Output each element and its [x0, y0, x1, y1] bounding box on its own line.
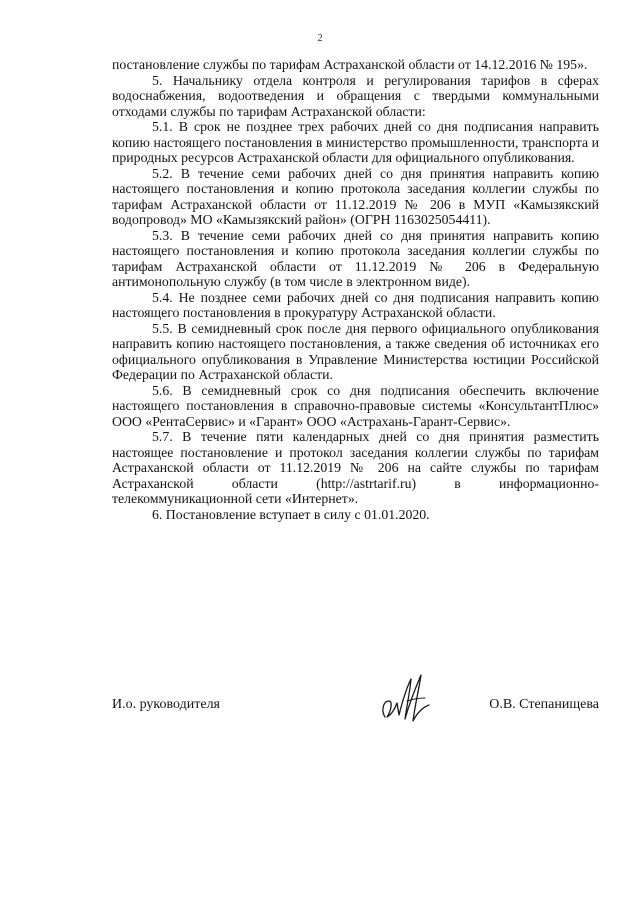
paragraph-5-6: 5.6. В семидневный срок со дня подписания обеспечить включение настоящего постановления в справочно-правовые системы «КонсультантПлюс» ООО «РентаСервис» и «Гарант» ООО «Астрахань-Гарант-Сервис». — [112, 382, 599, 429]
paragraph-5-1: 5.1. В срок не позднее трех рабочих дней со дня подписания направить копию настоящего постановления в министерство промышленности, транспорта и природных ресурсов Астраханской области для официального опубликования. — [112, 119, 599, 165]
paragraph-5-2: 5.2. В течение семи рабочих дней со дня принятия направить копию настоящего постановления и копию протокола заседания коллегии службы по тарифам Астраханской области от 11.12.2019 № 206 в МУП «Камызякский водопровод» МО «Камызякский район» (ОГРН 1163025054411). — [112, 165, 599, 227]
paragraph-6: 6. Постановление вступает в силу с 01.01.2020. — [152, 506, 430, 522]
document-body — [112, 57, 599, 522]
paragraph-5-5: 5.5. В семидневный срок после дня первого официального опубликования направить копию настоящего постановления, а также сведения об источниках его официального опубликования в Управление Министерства юстиции Российской Федерации по Астраханской области. — [112, 320, 599, 382]
signer-title: И.о. руководителя — [112, 697, 221, 712]
paragraph-5: 5. Начальнику отдела контроля и регулирования тарифов в сферах водоснабжения, водоотведения и обращения с твердыми коммунальными отходами службы по тарифам Астраханской области: — [112, 72, 599, 119]
page-number: 2 — [317, 32, 323, 44]
signer-name: О.В. Степанищева — [489, 697, 599, 712]
paragraph-5-4: 5.4. Не позднее семи рабочих дней со дня подписания направить копию настоящего постановления в прокуратуру Астраханской области. — [112, 289, 599, 320]
paragraph-5-3: 5.3. В течение семи рабочих дней со дня принятия направить копию настоящего постановления и копию протокола заседания коллегии службы по тарифам Астраханской области от 11.12.2019 № 206 в Федеральную антимонопольную службу (в том числе в электронном виде). — [112, 227, 599, 289]
handwritten-signature — [377, 671, 437, 729]
signature-block — [112, 697, 599, 727]
paragraph-continuation: постановление службы по тарифам Астраханской области от 14.12.2016 № 195». — [112, 57, 588, 72]
paragraph-5-7: 5.7. В течение пяти календарных дней со дня принятия разместить настоящее постановление и протокол заседания коллегии службы по тарифам Астраханской области от 11.12.2019 № 206 на сайте службы по тарифам Астраханской области (http://astrtarif.ru) в информационно-телекоммуникационной сети «Интернет». — [112, 429, 599, 506]
